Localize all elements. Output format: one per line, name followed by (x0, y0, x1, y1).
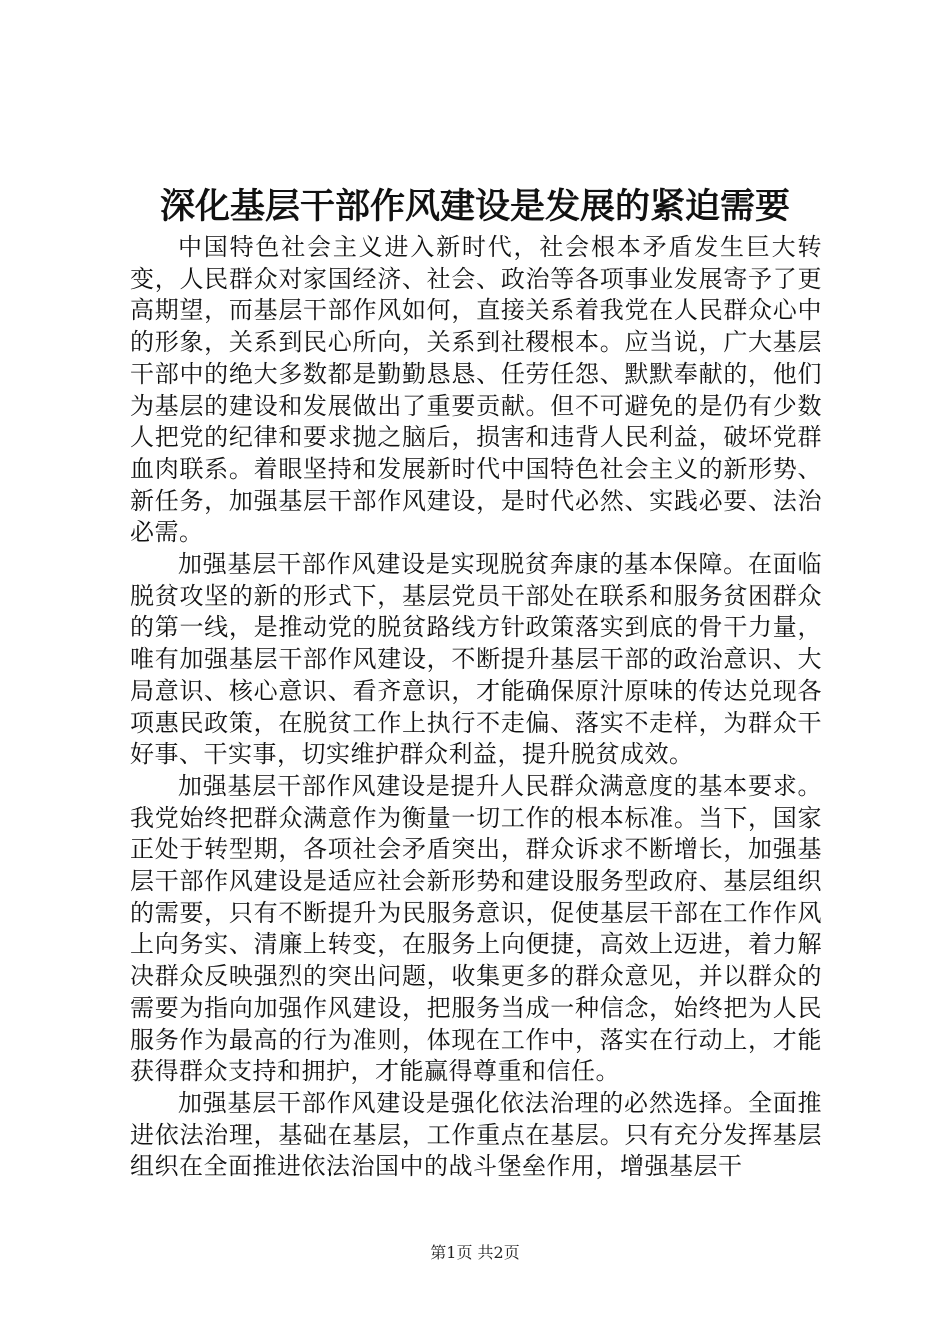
paragraph: 加强基层干部作风建设是实现脱贫奔康的基本保障。在面临脱贫攻坚的新的形式下，基层党员干部处在联系和服务贫困群众的第一线，是推动党的脱贫路线方针政策落实到底的骨干力量，唯有加强基层干部作风建设，不断提升基层干部的政治意识、大局意识、核心意识、看齐意识，才能确保原汁原味的传达兑现各项惠民政策，在脱贫工作上执行不走偏、落实不走样，为群众干好事、干实事，切实维护群众利益，提升脱贫成效。 (130, 550, 822, 769)
paragraph: 中国特色社会主义进入新时代，社会根本矛盾发生巨大转变，人民群众对家国经济、社会、政治等各项事业发展寄予了更高期望，而基层干部作风如何，直接关系着我党在人民群众心中的形象，关系到民心所向，关系到社稷根本。应当说，广大基层干部中的绝大多数都是勤勤恳恳、任劳任怨、默默奉献的，他们为基层的建设和发展做出了重要贡献。但不可避免的是仍有少数人把党的纪律和要求抛之脑后，损害和违背人民利益，破坏党群血肉联系。着眼坚持和发展新时代中国特色社会主义的新形势、新任务，加强基层干部作风建设，是时代必然、实践必要、法治必需。 (130, 233, 822, 547)
paragraph: 加强基层干部作风建设是提升人民群众满意度的基本要求。我党始终把群众满意作为衡量一切工作的根本标准。当下，国家正处于转型期，各项社会矛盾突出，群众诉求不断增长，加强基层干部作风建设是适应社会新形势和建设服务型政府、基层组织的需要，只有不断提升为民服务意识，促使基层干部在工作作风上向务实、清廉上转变，在服务上向便捷，高效上迈进，着力解决群众反映强烈的突出问题，收集更多的群众意见，并以群众的需要为指向加强作风建设，把服务当成一种信念，始终把为人民服务作为最高的行为准则，体现在工作中，落实在行动上，才能获得群众支持和拥护，才能赢得尊重和信任。 (130, 771, 822, 1086)
document-title: 深化基层干部作风建设是发展的紧迫需要 (159, 186, 790, 227)
document-body (130, 232, 822, 1183)
paragraph: 加强基层干部作风建设是强化依法治理的必然选择。全面推进依法治理，基础在基层，工作重点在基层。只有充分发挥基层组织在全面推进依法治国中的战斗堡垒作用，增强基层干 (130, 1088, 822, 1181)
page-footer: 第1页 共2页 (430, 1243, 520, 1262)
